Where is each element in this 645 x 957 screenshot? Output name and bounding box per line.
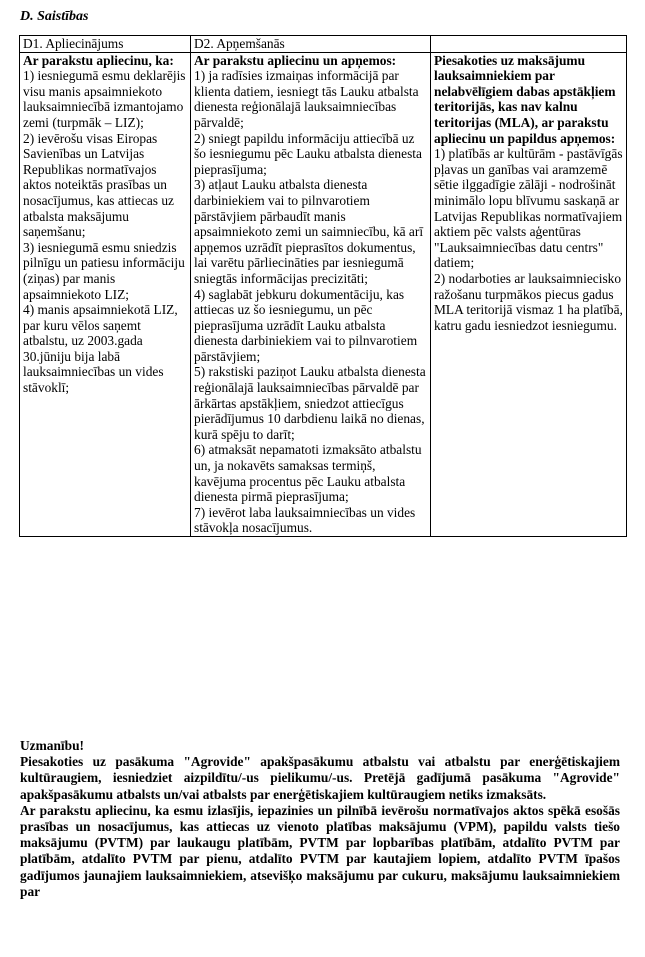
d1-item: 4) manis apsaimniekotā LIZ, par kuru vēlos saņemt atbalstu, uz 2003.gada 30.jūniju bija labā lauksaimniecības un vides stāvoklī; [23,302,178,396]
d2-item: 6) atmaksāt nepamatoti izmaksāto atbalstu un, ja nokavēts samaksas termiņš, kavējuma procentus pēc Lauku atbalsta dienesta pirmā pieprasījuma; [194,442,422,505]
warning-paragraph-2: Ar parakstu apliecinu, ka esmu izlasījis, iepazinies un pilnībā ievērošu normatīvajos aktos spēkā esošās prasības un nosacījumus, kas attiecas uz vienoto platības maksājumu (VPM), papildu valsts tiešo maksājumu (PVTM) par laukaugu platībām, PVTM par lopbarības platībām, atdalīto PVTM par platībām, atdalīto PVTM par pienu, atdalīto PVTM par kautajiem lopiem, atdalīto PVTM īpašos gadījumos jaunajiem lauksaimniekiem, atsevišķo maksājumu par cukuru, maksājumu lauksaimniekiem par [20,802,620,899]
commitments-table [19,35,627,537]
mla-item: 2) nodarboties ar lauksaimniecisko ražošanu turpmākos piecus gadus MLA teritorijā vismaz 1 ha platībā, katru gadu iesniedzot iesniegumu. [434,270,623,333]
d2-item: 7) ievērot laba lauksaimniecības un vides stāvokļa nosacījumus. [194,504,416,536]
d1-cell [20,52,191,536]
d2-item: 2) sniegt papildu informāciju attiecībā uz šo iesniegumu pēc Lauku atbalsta dienesta pieprasījuma; [194,130,422,177]
d1-item: 3) iesniegumā esmu sniedzis pilnīgu un patiesu informāciju (ziņas) par manis apsaimniekoto LIZ; [23,239,185,302]
header-d3 [431,36,627,53]
d2-lead: Ar parakstu apliecinu un apņemos: [194,52,397,68]
d2-item: 3) atļaut Lauku atbalsta dienesta darbiniekiem vai to pilnvarotiem pārstāvjiem pārbaudīt manis apsaimniekoto zemi un saimniecību, kā arī apņemos uzrādīt pieprasītos dokumentus, lai varētu pārliecināties par iesniegumā sniegtās informācijas precizitāti; [194,177,424,286]
mla-item: 1) platībās ar kultūrām - pastāvīgās pļavas un ganības vai aramzemē sētie ilggadīgie zālāji - nodrošināt minimālo lopu blīvumu saskaņā ar Latvijas Republikas normatīvajiem aktiem pēc valsts aģentūras "Lauksaimniecības datu centrs" datiem; [434,146,623,271]
mla-lead: Piesakoties uz maksājumu lauksaimniekiem par nelabvēlīgiem dabas apstākļiem teritorijās, kas nav kalnu teritorijas (MLA), ar parakstu apliecinu un papildus apņemos: [434,52,616,146]
d1-item: 2) ievērošu visas Eiropas Savienības un Latvijas Republikas normatīvajos aktos noteiktās prasības un nosacījumus, kas attiecas uz atbalsta maksājumu saņemšanu; [23,130,174,240]
header-d1: D1. Apliecinājums [20,36,191,53]
d2-cell [191,52,431,536]
d2-item: 4) saglabāt jebkuru dokumentāciju, kas attiecas uz šo iesniegumu, un pēc pieprasījuma uzrādīt Lauku atbalsta dienesta darbiniekiem vai to pilnvarotiem pārstāvjiem; [194,286,418,364]
d1-item: 1) iesniegumā esmu deklarējis visu manis apsaimniekoto lauksaimniecībā izmantojamo zemi (turpmāk – LIZ); [23,68,186,130]
table-body-row [20,52,627,536]
section-title: D. Saistības [20,9,89,24]
mla-cell [431,52,627,536]
warning-paragraph-1: Piesakoties uz pasākuma "Agrovide" apakšpasākumu atbalstu vai atbalstu par enerģētiskajiem kultūraugiem, iesniedziet aizpildītu/-us pielikumu/-us. Pretējā gadījumā pasākuma "Agrovide" apakšpasākumu atbalsts un/vai atbalsts par enerģētiskajiem kultūraugiem netiks izmaksāts. [20,754,620,802]
table-header-row [20,36,627,53]
d1-lead: Ar parakstu apliecinu, ka: [23,52,174,68]
d2-item: 1) ja radīsies izmaiņas informācijā par klienta datiem, iesniegt tās Lauku atbalsta dienesta reģionālajā lauksaimniecības pārvaldē; [194,68,419,130]
warning-block [20,738,620,900]
warning-title: Uzmanību! [20,738,84,753]
header-d2: D2. Apņemšanās [191,36,431,53]
d2-item: 5) rakstiski paziņot Lauku atbalsta dienesta reģionālajā lauksaimniecības pārvaldē par ārkārtas apstākļiem, sniedzot attiecīgus pierādījumus 10 darbdienu laikā no dienas, kurā spēju to darīt; [194,364,426,442]
